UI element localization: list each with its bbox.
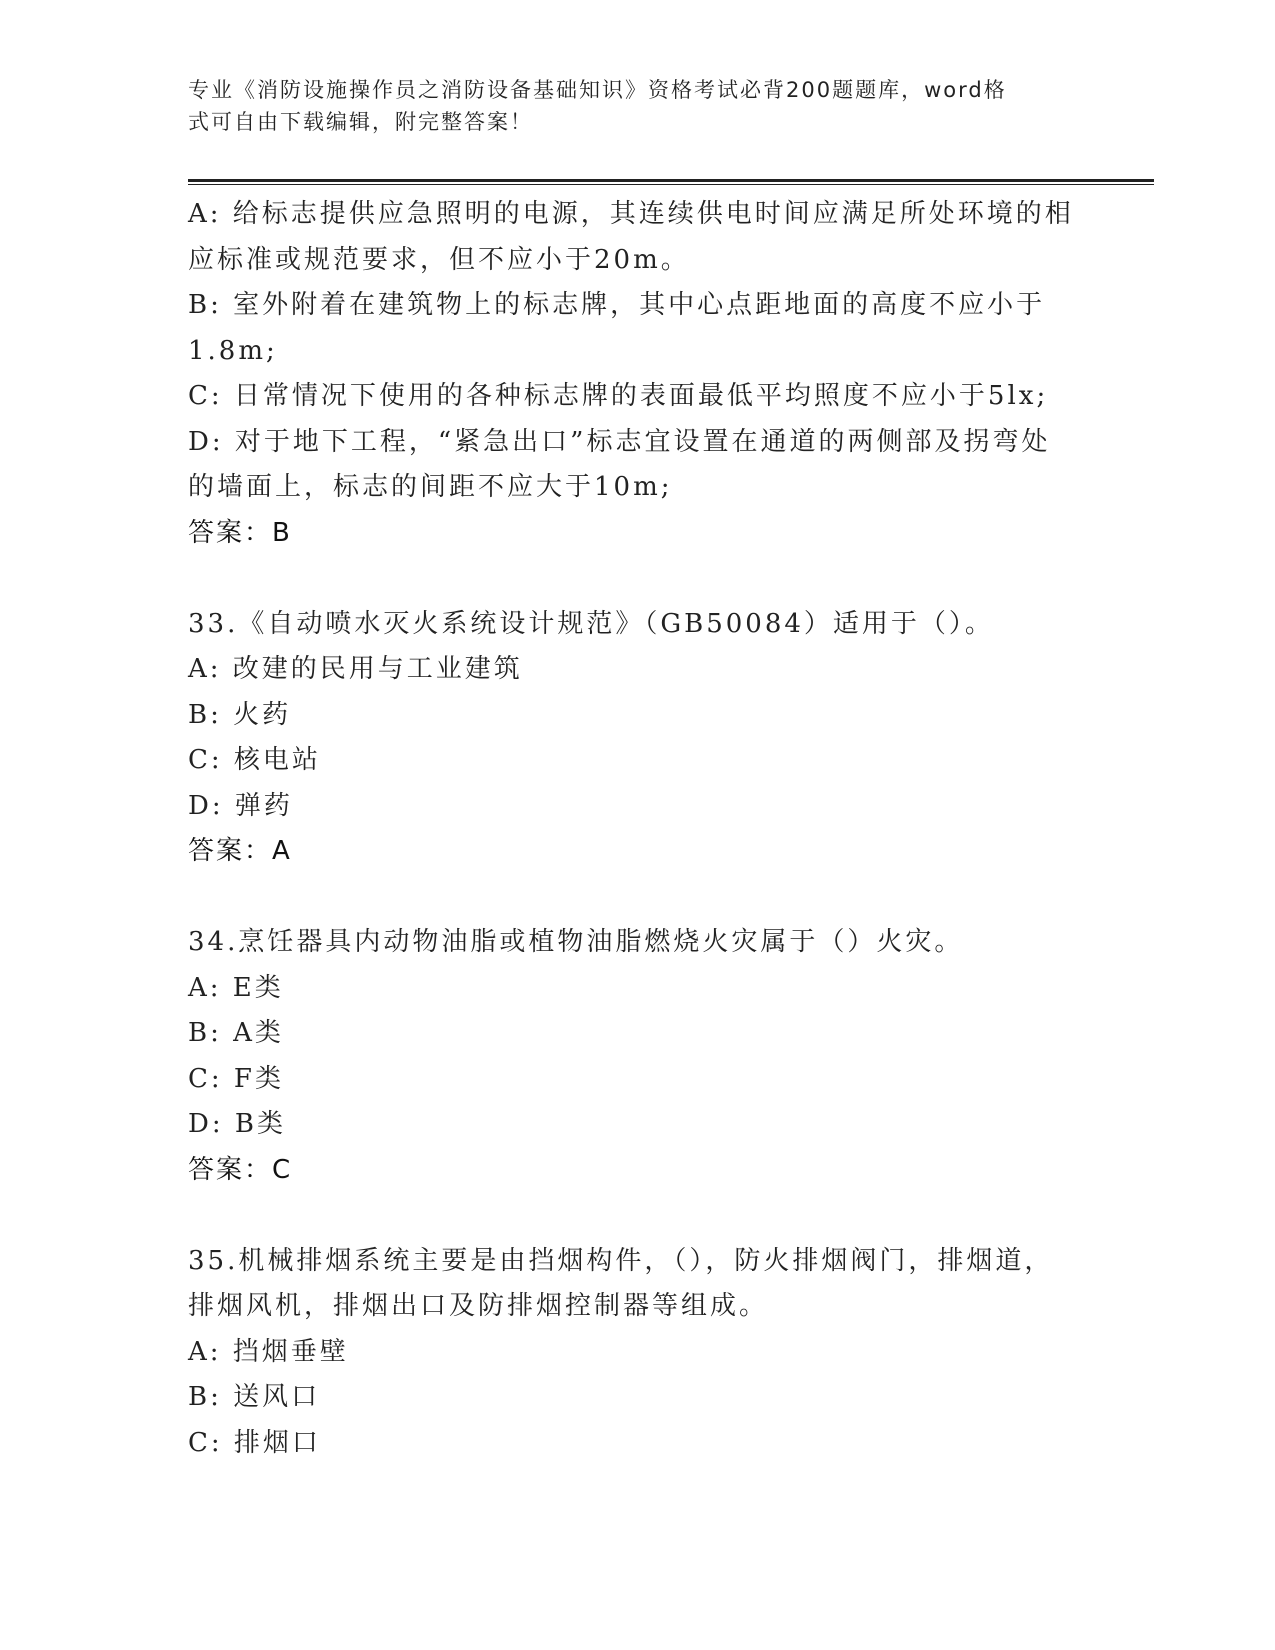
document-header [188, 74, 1068, 138]
q33-option-a: A: 改建的民用与工业建筑 [188, 654, 523, 684]
header-rule-thin [188, 184, 1154, 185]
question-33-block [188, 602, 1088, 875]
q34-option-d: D: B类 [188, 1109, 286, 1139]
question-35-block [188, 1239, 1088, 1467]
q33-option-b: B: 火药 [188, 699, 292, 730]
header-line-2: 式可自由下载编辑，附完整答案！ [188, 110, 533, 134]
question-34-block [188, 920, 1088, 1193]
q33-option-d: D: 弹药 [188, 790, 293, 821]
header-rule-thick [188, 179, 1154, 182]
q32-answer: 答案：B [188, 517, 292, 548]
spacer [188, 1193, 1088, 1239]
question-32-block [188, 192, 1088, 556]
q33-answer: 答案：A [188, 836, 292, 866]
q32-option-d-line-2: 的墙面上，标志的间距不应大于10m; [188, 472, 673, 502]
q35-question-line-1: 35.机械排烟系统主要是由挡烟构件，（），防火排烟阀门，排烟道， [188, 1245, 1054, 1276]
q32-option-d-line-1: D: 对于地下工程，“紧急出口”标志宜设置在通道的两侧部及拐弯处 [188, 426, 1051, 457]
q34-option-c: C: F类 [188, 1063, 284, 1094]
q32-option-c: C: 日常情况下使用的各种标志牌的表面最低平均照度不应小于5lx; [188, 381, 1049, 411]
q34-question: 34.烹饪器具内动物油脂或植物油脂燃烧火灾属于（）火灾。 [188, 927, 964, 957]
q35-question-line-2: 排烟风机，排烟出口及防排烟控制器等组成。 [188, 1291, 769, 1321]
q35-option-c: C: 排烟口 [188, 1427, 321, 1458]
spacer [188, 556, 1088, 602]
q33-option-c: C: 核电站 [188, 745, 321, 775]
q33-question: 33.《自动喷水灭火系统设计规范》（GB50084）适用于（）。 [188, 608, 994, 639]
q35-option-b: B: 送风口 [188, 1382, 321, 1412]
q35-option-a: A: 挡烟垂壁 [188, 1336, 349, 1367]
q32-option-b-line-2: 1.8m; [188, 335, 278, 366]
header-line-1: 专业《消防设施操作员之消防设备基础知识》资格考试必背200题题库，word格 [188, 78, 1007, 102]
q34-option-b: B: A类 [188, 1018, 284, 1048]
q32-option-b-line-1: B: 室外附着在建筑物上的标志牌，其中心点距地面的高度不应小于 [188, 290, 1046, 320]
q34-answer: 答案：C [188, 1154, 293, 1185]
q32-option-a-line-1: A: 给标志提供应急照明的电源，其连续供电时间应满足所处环境的相 [188, 199, 1074, 229]
question-content [188, 192, 1088, 1466]
spacer [188, 875, 1088, 921]
q32-option-a-line-2: 应标准或规范要求，但不应小于20m。 [188, 244, 690, 275]
q34-option-a: A: E类 [188, 972, 284, 1003]
